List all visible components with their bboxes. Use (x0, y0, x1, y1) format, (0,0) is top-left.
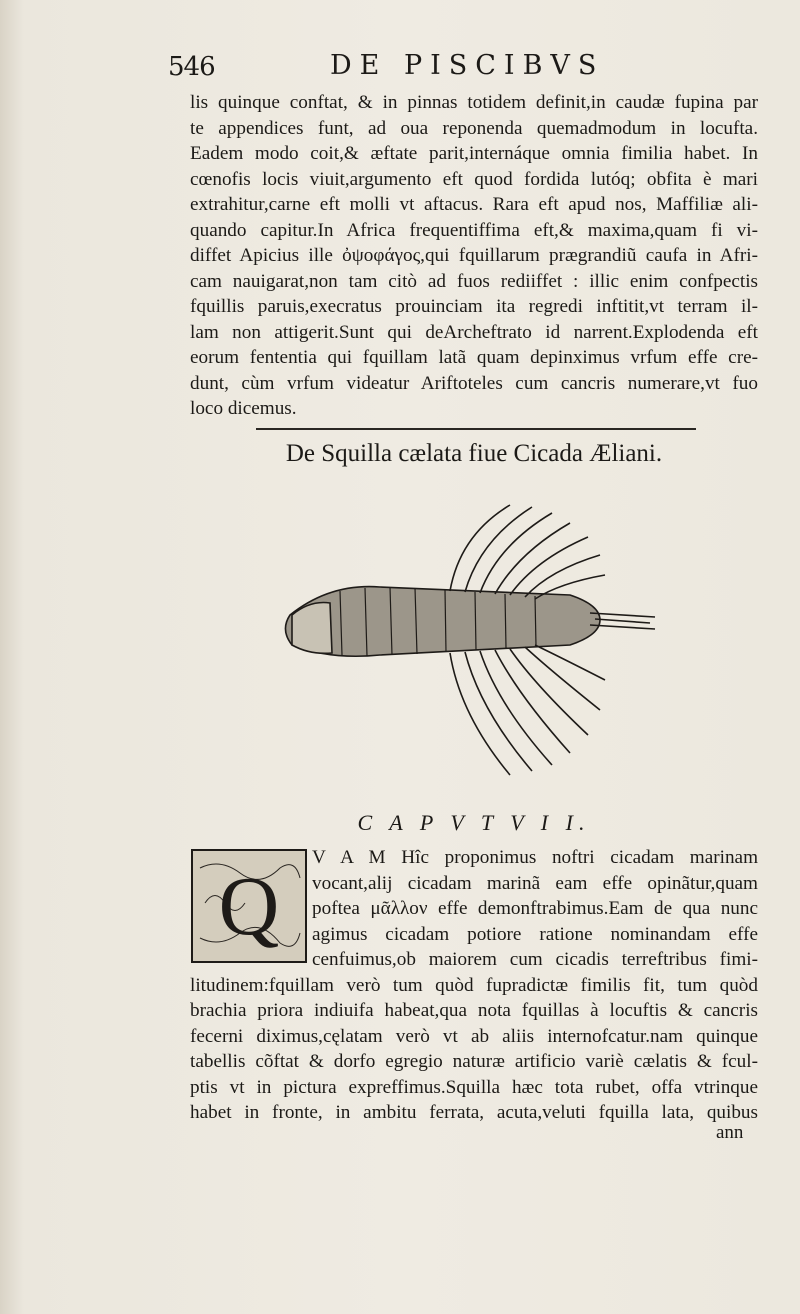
text-line: Eadem modo coit,& æftate parit,internáque omnia fimilia habet. In (190, 143, 758, 164)
text-line: V A M Hîc proponimus noftri cicadam marinam (312, 847, 758, 868)
text-line: poftea μᾶλλον effe demonftrabimus.Eam de qua nunc (312, 898, 758, 919)
text-line: te appendices funt, ad oua reponenda quemadmodum in locufta. (190, 117, 758, 139)
text-line: cenfuimus,ob maiorem cum cicadis terreftribus fimi- (312, 949, 758, 970)
folio-number: 546 (168, 52, 215, 82)
text-line: cœnofis locis viuit,argumento eft quod fordida lutóq; obfita è mari (190, 168, 758, 190)
text-line: cam nauigarat,non tam citò ad fuos rediiffet : illic enim confpectis (190, 270, 758, 292)
text-line: brachia priora indiuifa habeat,qua nota fquillas à locuftis & cancris (190, 1000, 758, 1021)
section-rule (256, 428, 696, 430)
chapter-heading: C A P V T V I I. (357, 810, 591, 835)
text-line: fecerni diximus,cęlatam verò vt ab aliis internofcatur.nam quinque (190, 1025, 758, 1047)
text-line: quando capitur.In Africa frequentiffima eft,& maxima,quam fi vi- (190, 219, 758, 241)
chapter-text (190, 845, 758, 1126)
squilla-woodcut-illustration (270, 495, 670, 785)
text-line: habet in fronte, in ambitu ferrata, acuta,veluti fquilla lata, quibus (190, 1102, 758, 1123)
text-line: dunt, cùm vrfum videatur Ariftoteles cum cancris numerare,vt fuo (190, 372, 758, 394)
catchword: ann (716, 1122, 744, 1143)
text-line: agimus cicadam potiore ratione nominandam effe (312, 923, 758, 945)
page-header (168, 50, 628, 90)
text-line: litudinem:fquillam verò tum quòd fupradictæ fimilis fit, tum quòd (190, 974, 758, 996)
text-line: eorum fententia qui fquillam latã quam depinximus vrfum effe cre- (190, 347, 758, 368)
text-line: extrahitur,carne eft molli vt aftacus. Rara eft apud nos, Maffiliæ ali- (190, 194, 758, 215)
text-line: tabellis cõftat & dorfo egregio naturæ artificio variè cælatis & fcul- (190, 1051, 758, 1072)
text-line: loco dicemus. (190, 398, 297, 419)
section-title: De Squilla cælata fiue Cicada Æliani. (285, 440, 663, 467)
text-line: lam non attigerit.Sunt qui deArcheftrato id narrent.Explodenda eft (190, 321, 758, 343)
top-paragraph (190, 90, 758, 422)
text-line: fquillis paruis,execratus prouinciam ita regredi inftitit,vt terram il- (190, 296, 758, 317)
text-line: vocant,alij cicadam marinã eam effe opinãtur,quam (312, 872, 758, 894)
running-head: DE PISCIBVS (330, 50, 605, 81)
initial-letter: Q (218, 860, 280, 953)
text-line: diffet Apicius ille ὀψοφάγος,qui fquillarum prægrandiũ caufa in Afri- (190, 245, 758, 266)
text-line: ptis vt in pictura expreffimus.Squilla hæc tota rubet, offa vtrinque (190, 1076, 758, 1098)
text-line: lis quinque conftat, & in pinnas totidem definit,in caudæ fupina par (190, 92, 758, 113)
